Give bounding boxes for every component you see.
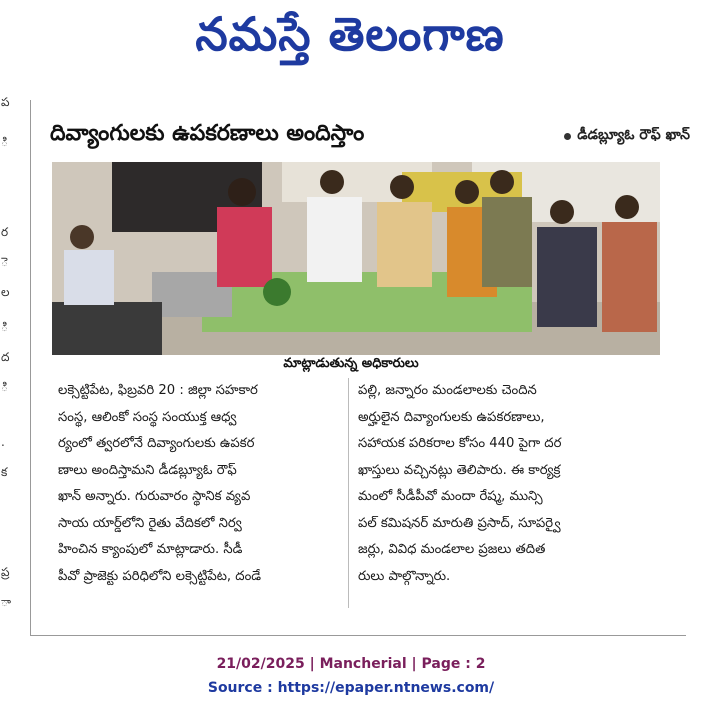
article-line: ణాలు అందిస్తామని డీడబ్ల్యూఓ రౌఫ్ — [58, 462, 237, 478]
event-photo-illustration — [52, 162, 660, 355]
article-line: ర్యంలో త్వరలోనే దివ్యాంగులకు ఉపకర — [58, 436, 255, 451]
article-line: రులు పాల్గొన్నారు. — [358, 568, 451, 584]
article-line: పల్ కమిషనర్ మారుతి ప్రసాద్, సూపర్వై — [358, 515, 561, 531]
article-headline: దివ్యాంగులకు ఉపకరణాలు అందిస్తాం — [50, 121, 365, 146]
masthead-title: నమస్తే తెలంగాణ — [195, 7, 505, 61]
byline-text: డీడబ్ల్యూఓ రౌఫ్ ఖాన్ — [577, 126, 690, 143]
article-line: సాయ యార్డ్‌లోని రైతు వేదికలో నిర్వ — [58, 515, 242, 531]
column-divider — [348, 378, 349, 608]
headline-row — [50, 118, 690, 154]
article-column-1 — [58, 378, 348, 590]
article-line: సంస్థ, ఆలింకో సంస్థ సంయుక్త ఆధ్వ — [58, 409, 237, 425]
event-photo — [52, 162, 660, 355]
article-line: ఖాస్తులు వచ్చినట్లు తెలిపారు. ఈ కార్యక్ర — [358, 462, 561, 478]
source-link[interactable]: Source : https://epaper.ntnews.com/ — [207, 680, 495, 696]
article-line: జర్లు, వివిధ మండలాల ప్రజలు తదిత — [358, 542, 546, 557]
article-line: మంలో సీడీపీవో మందా రేష్మ, మున్సి — [358, 489, 543, 504]
article-line: లక్సెట్టిపేట, ఫిబ్రవరి 20 : జిల్లా సహకార — [58, 383, 258, 398]
photo-caption: మాట్లాడుతున్న అధికారులు — [283, 356, 419, 371]
article-line: పీవో ప్రాజెక్టు పరిధిలోని లక్సెట్టిపేట, దండే — [58, 568, 262, 584]
article-line: పల్లి, జన్నారం మండలాలకు చెందిన — [358, 383, 537, 398]
article-line: ఖాన్ అన్నారు. గురువారం స్థానిక వ్యవ — [58, 489, 251, 504]
article-line: సహాయక పరికరాల కోసం 440 పైగా దర — [358, 436, 562, 451]
bullet-icon — [564, 133, 571, 140]
article-byline — [564, 127, 690, 146]
article-column-2 — [358, 378, 648, 590]
adjacent-column-fragment: ప ి ర ె ల ి ద ి . క ప్ర ా — [1, 95, 12, 609]
article-line: అర్హులైన దివ్యాంగులకు ఉపకరణాలు, — [358, 409, 545, 425]
article-line: హించిన క్యాంపులో మాట్లాడారు. సీడీ — [58, 542, 243, 557]
edition-info: 21/02/2025 | Mancherial | Page : 2 — [216, 656, 486, 672]
